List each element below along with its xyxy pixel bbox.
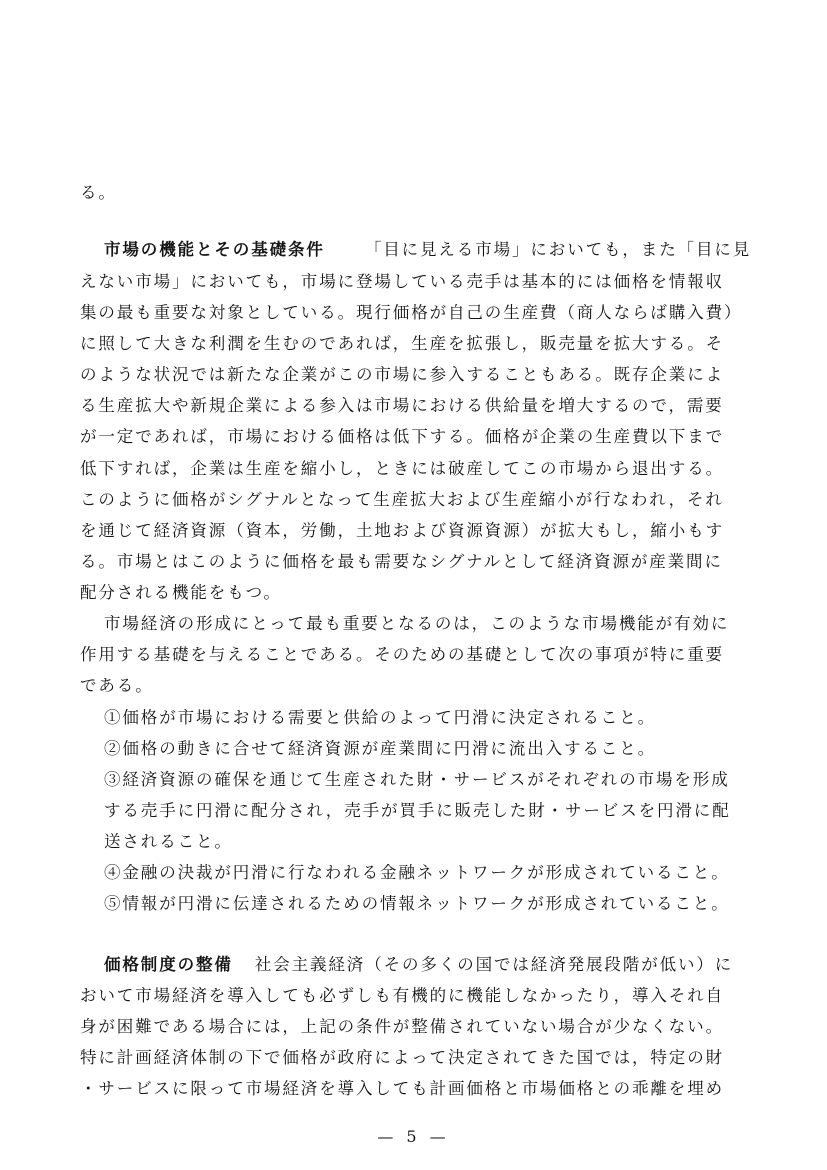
section1-line: 配分される機能をもつ。 <box>80 583 282 602</box>
section2-line: 作用する基礎を与えることである。そのための基礎として次の事項が特に重要 <box>80 645 724 664</box>
section1-line: 低下すれば，企業は生産を縮小し，ときには破産してこの市場から退出する。 <box>80 459 724 478</box>
section2-line: である。 <box>80 676 154 695</box>
list-item: ④金融の決裁が円滑に行なわれる金融ネットワークが形成されていること。 <box>104 863 730 882</box>
section1-line: 集の最も重要な対象としている。現行価格が自己の生産費（商人ならば購入費） <box>80 303 743 322</box>
list-item: ⑤情報が円滑に伝達されるための情報ネットワークが形成されていること。 <box>104 894 730 913</box>
section3-line: おいて市場経済を導入しても必ずしも有機的に機能しなかったり，導入それ自 <box>80 986 724 1005</box>
list-item-continuation: する売手に円滑に配分され，売手が買手に販売した財・サービスを円滑に配 <box>104 801 731 820</box>
section3-line: 特に計画経済体制の下で価格が政府によって決定されてきた国では，特定の財 <box>80 1048 724 1067</box>
list-item-continuation: 送されること。 <box>104 832 233 851</box>
section2-line: 市場経済の形成にとって最も重要となるのは，このような市場機能が有効に <box>104 614 730 633</box>
section1-line: に照して大きな利潤を生むのであれば，生産を拡張し，販売量を拡大する。そ <box>80 334 724 353</box>
section1-line: このように価格がシグナルとなって生産拡大および生産縮小が行なわれ，それ <box>80 490 724 509</box>
section3-line: ・サービスに限って市場経済を導入しても計画価格と市場価格との乖離を埋め <box>80 1079 724 1098</box>
page-number: — 5 — <box>377 1127 450 1146</box>
section1-line: が一定であれば，市場における価格は低下する。価格が企業の生産費以下まで <box>80 427 724 446</box>
text-fragment: る。 <box>80 183 117 202</box>
section3-line: 社会主義経済（その多くの国では経済発展段階が低い）に <box>254 955 734 974</box>
section1-line: る生産拡大や新規企業による参入は市場における供給量を増大するので，需要 <box>80 396 724 415</box>
section3-first-line <box>104 955 827 975</box>
section1-heading: 市場の機能とその基礎条件 <box>104 240 325 259</box>
section1-line: えない市場」においても，市場に登場している売手は基本的には価格を情報収 <box>80 272 724 291</box>
section3-line: 身が困難である場合には，上記の条件が整備されていない場合が少なくない。 <box>80 1017 724 1036</box>
section1-first-line <box>104 240 827 260</box>
section1-line: る。市場とはこのように価格を最も需要なシグナルとして経済資源が産業間に <box>80 552 723 571</box>
list-item: ②価格の動きに合せて経済資源が産業間に円滑に流出入すること。 <box>104 739 656 758</box>
section1-line: を通じて経済資源（資本，労働，土地および資源資源）が拡大もし，縮小もす <box>80 521 724 540</box>
section3-heading: 価格制度の整備 <box>104 955 233 974</box>
section1-line: 「目に見える市場」においても，また「目に見 <box>364 240 752 259</box>
list-item: ①価格が市場における需要と供給のよって円滑に決定されること。 <box>104 708 656 727</box>
section1-line: のような状況では新たな企業がこの市場に参入することもある。既存企業によ <box>80 365 724 384</box>
list-item: ③経済資源の確保を通じて生産された財・サービスがそれぞれの市場を形成 <box>104 770 730 789</box>
